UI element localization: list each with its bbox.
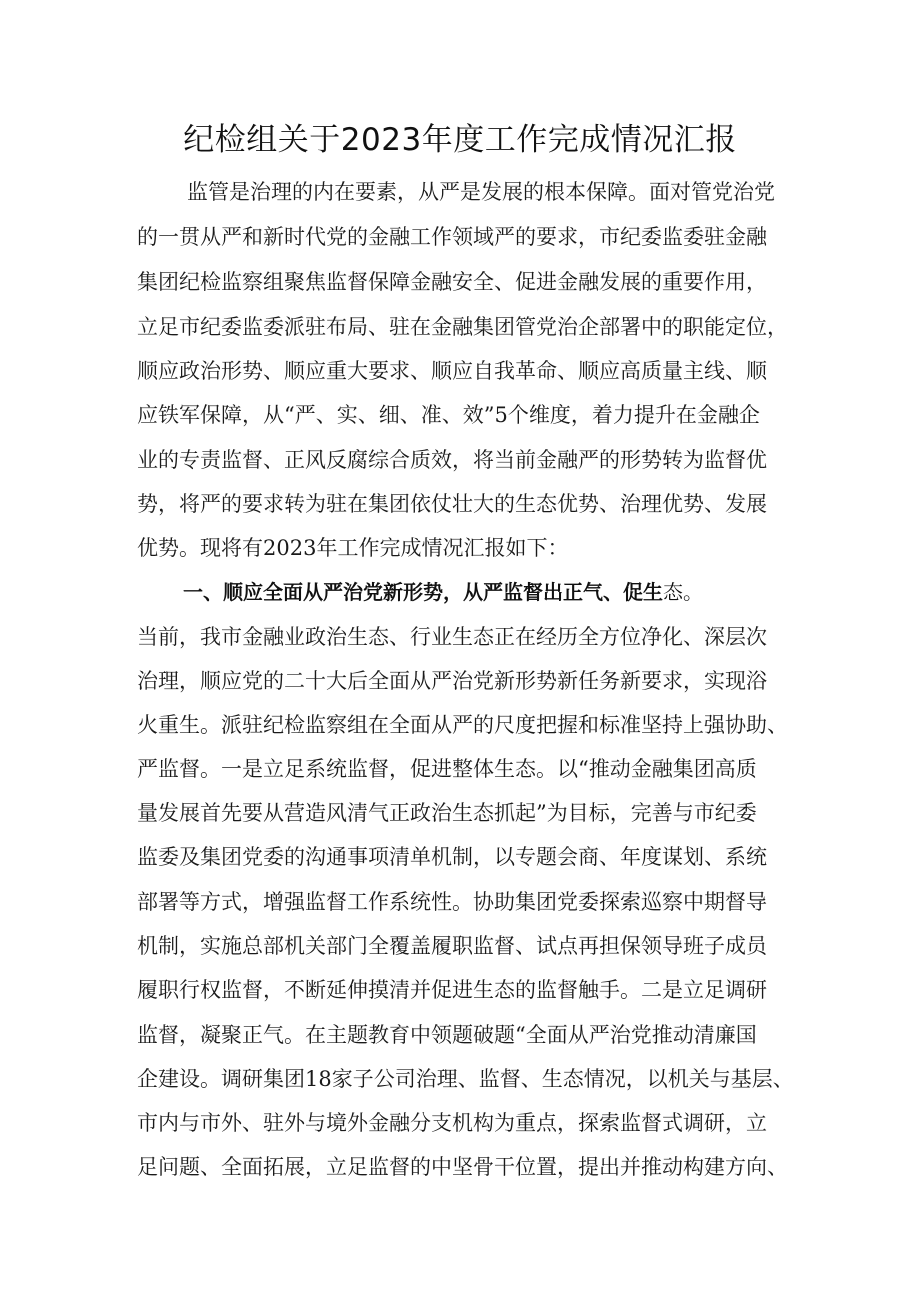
body-line: 监督，凝聚正气。在主题教育中领题破题“全面从严治党推动清廉国 xyxy=(137,1023,757,1047)
body-line: 企建设。调研集团18家子公司治理、监督、生态情况，以机关与基层、 xyxy=(137,1067,794,1091)
body-line: 市内与市外、驻外与境外金融分支机构为重点，探索监督式调研，立 xyxy=(137,1111,767,1135)
intro-line: 业的专责监督、正风反腐综合质效，将当前金融严的形势转为监督优 xyxy=(137,448,767,472)
intro-line: 监管是治理的内在要素，从严是发展的根本保障。面对管党治党 xyxy=(187,180,775,204)
body-line: 火重生。派驻纪检监察组在全面从严的尺度把握和标准坚持上强协助、 xyxy=(137,713,788,737)
intro-line: 集团纪检监察组聚焦监督保障金融安全、促进金融发展的重要作用， xyxy=(137,270,767,294)
body-line: 当前，我市金融业政治生态、行业生态正在经历全方位净化、深层次 xyxy=(137,625,767,649)
section-heading-bold: 一、顺应全面从严治党新形势，从严监督出正气、促生 xyxy=(183,580,663,604)
intro-line: 优势。现将有2023年工作完成情况汇报如下： xyxy=(137,536,569,560)
body-line: 监委及集团党委的沟通事项清单机制，以专题会商、年度谋划、系统 xyxy=(137,845,767,869)
section-heading xyxy=(183,577,803,607)
document-title: 纪检组关于2023年度工作完成情况汇报 xyxy=(183,122,737,158)
intro-line: 应铁军保障，从“严、实、细、准、效”5个维度，着力提升在金融企 xyxy=(137,403,760,427)
intro-line: 顺应政治形势、顺应重大要求、顺应自我革命、顺应高质量主线、顺 xyxy=(137,359,767,383)
body-line: 部署等方式，增强监督工作系统性。协助集团党委探索巡察中期督导 xyxy=(137,890,767,914)
body-line: 严监督。一是立足系统监督，促进整体生态。以“推动金融集团高质 xyxy=(137,757,757,781)
body-line: 治理，顺应党的二十大后全面从严治党新形势新任务新要求，实现浴 xyxy=(137,669,767,693)
body-line: 量发展首先要从营造风清气正政治生态抓起”为目标，完善与市纪委 xyxy=(137,801,757,825)
body-line: 机制，实施总部机关部门全覆盖履职监督、试点再担保领导班子成员 xyxy=(137,934,767,958)
section-heading-tail: 态。 xyxy=(663,580,703,604)
intro-line: 立足市纪委监委派驻布局、驻在金融集团管党治企部署中的职能定位， xyxy=(137,315,788,339)
intro-line: 势，将严的要求转为驻在集团依仗壮大的生态优势、治理优势、发展 xyxy=(137,492,767,516)
intro-line: 的一贯从严和新时代党的金融工作领域严的要求，市纪委监委驻金融 xyxy=(137,225,767,249)
body-line: 足问题、全面拓展，立足监督的中坚骨干位置，提出并推动构建方向、 xyxy=(137,1155,788,1179)
body-line: 履职行权监督，不断延伸摸清并促进生态的监督触手。二是立足调研 xyxy=(137,978,767,1002)
